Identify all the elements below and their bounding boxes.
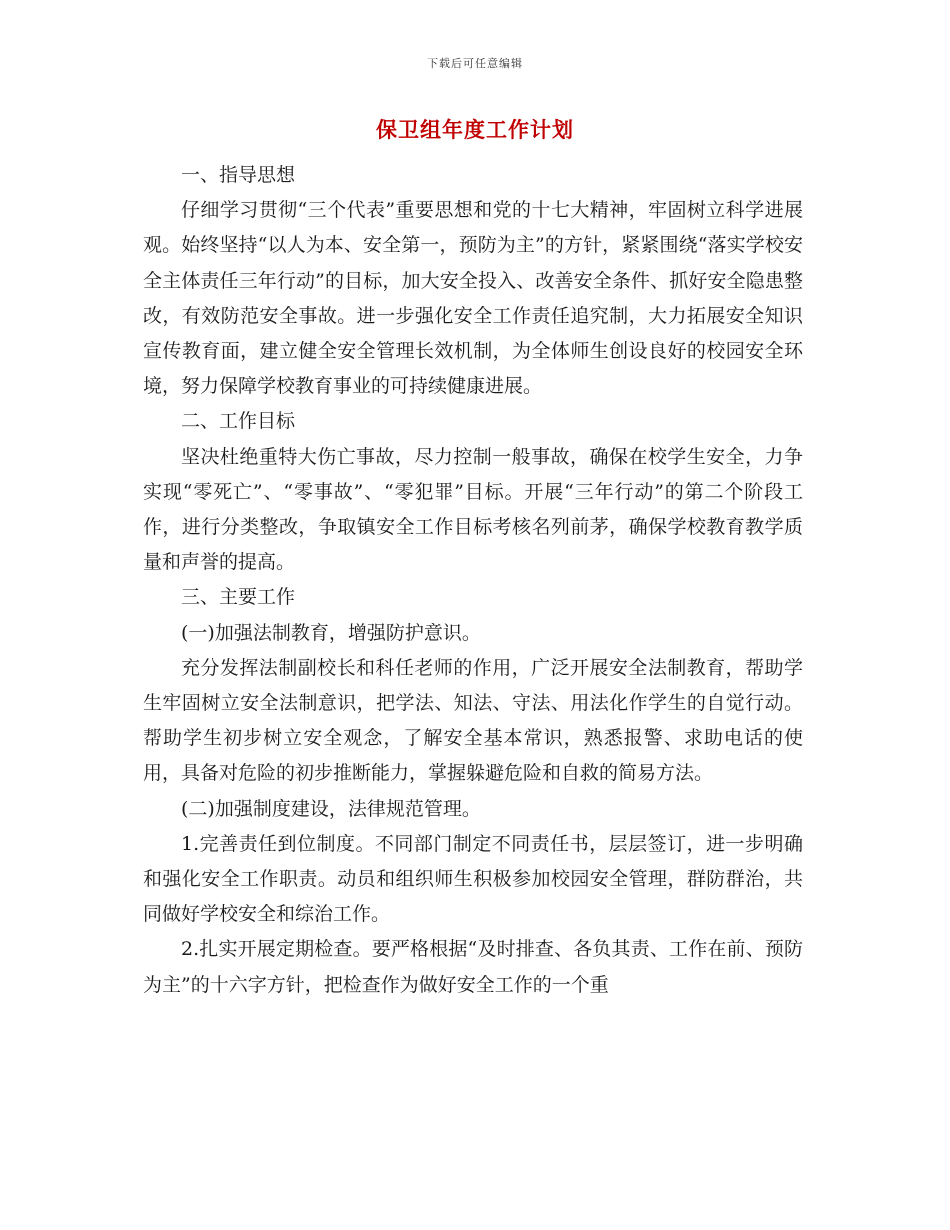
- paragraph: 2.扎实开展定期检查。要严格根据“及时排查、各负其责、工作在前、预防为主”的十六字方针，把检查作为做好安全工作的一个重: [143, 938, 803, 996]
- subsection-heading: (二)加强制度建设，法律规范管理。: [181, 797, 481, 820]
- header-note: 下载后可任意编辑: [427, 57, 523, 70]
- paragraph: 充分发挥法制副校长和科任老师的作用，广泛开展安全法制教育，帮助学生牢固树立安全法制意识，把学法、知法、守法、用法化作学生的自觉行动。帮助学生初步树立安全观念，了解安全基本常识，熟悉报警、求助电话的使用，具备对危险的初步推断能力，掌握躲避危险和自救的简易方法。: [143, 656, 803, 785]
- section-heading: 三、主要工作: [181, 586, 296, 609]
- section-heading: 二、工作目标: [181, 410, 296, 433]
- paragraph: 仔细学习贯彻“三个代表”重要思想和党的十七大精神，牢固树立科学进展观。始终坚持“以人为本、安全第一，预防为主”的方针，紧紧围绕“落实学校安全主体责任三年行动”的目标，加大安全投入、改善安全条件、抓好安全隐患整改，有效防范安全事故。进一步强化安全工作责任追究制，大力拓展安全知识宣传教育面，建立健全安全管理长效机制，为全体师生创设良好的校园安全环境，努力保障学校教育事业的可持续健康进展。: [143, 199, 803, 398]
- section-heading: 一、指导思想: [181, 164, 296, 186]
- paragraph: 坚决杜绝重特大伤亡事故，尽力控制一般事故，确保在校学生安全，力争实现“零死亡”、“零事故”、“零犯罪”目标。开展“三年行动”的第二个阶段工作，进行分类整改，争取镇安全工作目标考核名列前茅，确保学校教育教学质量和声誉的提高。: [143, 445, 803, 574]
- document-body: [143, 158, 803, 1003]
- subsection-heading: (一)加强法制教育，增强防护意识。: [181, 621, 481, 644]
- document-title: 保卫组年度工作计划: [376, 117, 574, 142]
- paragraph: 1.完善责任到位制度。不同部门制定不同责任书，层层签订，进一步明确和强化安全工作职责。动员和组织师生积极参加校园安全管理，群防群治，共同做好学校安全和综治工作。: [143, 832, 803, 926]
